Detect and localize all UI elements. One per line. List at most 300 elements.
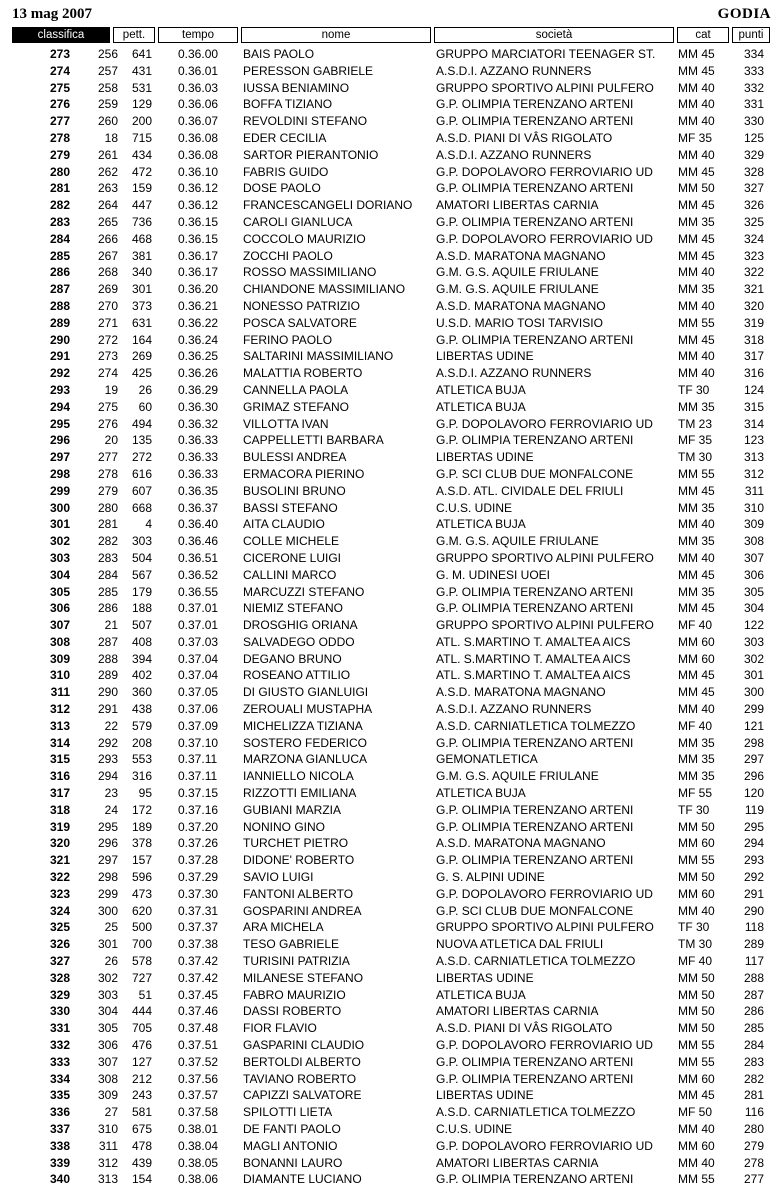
- table-row: [12, 785, 770, 802]
- cell-points: 318: [743, 332, 764, 347]
- cell-classifica: 279: [49, 147, 70, 162]
- cell-category-rank: 260: [97, 114, 118, 129]
- cell-classifica: 289: [49, 315, 70, 330]
- cell-category: MM 35: [678, 735, 715, 750]
- cell-classifica: 295: [49, 416, 70, 431]
- cell-category: MM 60: [678, 634, 715, 649]
- cell-category: TF 30: [678, 802, 710, 817]
- cell-points: 297: [743, 752, 764, 767]
- cell-classifica: 296: [49, 433, 70, 448]
- cell-classifica: 307: [49, 618, 70, 633]
- table-row: [12, 617, 770, 634]
- table-row: [12, 80, 770, 97]
- cell-category: MM 45: [678, 164, 715, 179]
- cell-classifica: 314: [49, 735, 70, 750]
- cell-category-rank: 278: [97, 466, 118, 481]
- table-row: [12, 1037, 770, 1054]
- cell-points: 124: [743, 382, 764, 397]
- cell-points: 296: [743, 769, 764, 784]
- cell-points: 283: [743, 1054, 764, 1069]
- cell-points: 330: [743, 114, 764, 129]
- cell-time: 0.37.56: [178, 1071, 219, 1086]
- cell-category: MM 35: [678, 534, 715, 549]
- cell-category: MF 50: [678, 1105, 713, 1120]
- cell-bib: 303: [131, 534, 152, 549]
- cell-club: G.P. DOPOLAVORO FERROVIARIO UD: [436, 886, 653, 901]
- cell-classifica: 281: [49, 181, 70, 196]
- cell-name: DEGANO BRUNO: [243, 651, 342, 666]
- cell-bib: 504: [131, 550, 152, 565]
- cell-bib: 272: [131, 450, 152, 465]
- table-row: [12, 919, 770, 936]
- cell-category: MM 45: [678, 483, 715, 498]
- cell-club: ATLETICA BUJA: [436, 517, 526, 532]
- table-row: [12, 466, 770, 483]
- table-row: [12, 718, 770, 735]
- cell-points: 317: [743, 349, 764, 364]
- cell-bib: 715: [131, 130, 152, 145]
- cell-bib: 641: [131, 47, 152, 61]
- cell-bib: 135: [131, 433, 152, 448]
- cell-points: 121: [743, 718, 764, 733]
- cell-club: G.M. G.S. AQUILE FRIULANE: [436, 265, 599, 280]
- cell-points: 328: [743, 164, 764, 179]
- cell-category-rank: 311: [98, 1138, 118, 1153]
- cell-club: G.P. DOPOLAVORO FERROVIARIO UD: [436, 164, 653, 179]
- cell-name: DI GIUSTO GIANLUIGI: [243, 685, 369, 700]
- cell-name: SALTARINI MASSIMILIANO: [243, 349, 394, 364]
- cell-bib: 95: [138, 786, 152, 801]
- cell-club: G.P. DOPOLAVORO FERROVIARIO UD: [436, 231, 653, 246]
- cell-club: G.M. G.S. AQUILE FRIULANE: [436, 282, 599, 297]
- cell-points: 282: [743, 1071, 764, 1086]
- cell-bib: 373: [131, 298, 152, 313]
- cell-classifica: 331: [49, 1021, 70, 1036]
- table-row: [12, 701, 770, 718]
- table-row: [12, 567, 770, 584]
- cell-category: MM 60: [678, 886, 715, 901]
- cell-category-rank: 26: [104, 954, 118, 969]
- cell-points: 306: [743, 567, 764, 582]
- cell-club: ATLETICA BUJA: [436, 786, 526, 801]
- cell-club: LIBERTAS UDINE: [436, 349, 534, 364]
- cell-classifica: 283: [49, 214, 70, 229]
- cell-classifica: 339: [49, 1155, 70, 1170]
- cell-bib: 212: [131, 1071, 152, 1086]
- cell-classifica: 302: [49, 534, 70, 549]
- cell-category: MM 40: [678, 349, 715, 364]
- cell-club: G. S. ALPINI UDINE: [436, 870, 545, 885]
- cell-time: 0.37.38: [178, 937, 219, 952]
- cell-time: 0.37.46: [178, 1004, 219, 1019]
- cell-club: A.S.D. CARNIATLETICA TOLMEZZO: [436, 1105, 636, 1120]
- cell-points: 308: [743, 534, 764, 549]
- cell-category: MM 45: [678, 231, 715, 246]
- cell-name: CHIANDONE MASSIMILIANO: [243, 282, 406, 297]
- cell-classifica: 319: [49, 819, 70, 834]
- cell-name: CALLINI MARCO: [243, 567, 337, 582]
- cell-club: A.S.D.I. AZZANO RUNNERS: [436, 147, 592, 162]
- cell-time: 0.37.01: [178, 618, 219, 633]
- cell-classifica: 299: [49, 483, 70, 498]
- cell-points: 324: [743, 231, 764, 246]
- col-header-nome: nome: [241, 27, 431, 43]
- cell-category: MM 60: [678, 1071, 715, 1086]
- cell-time: 0.36.52: [178, 567, 219, 582]
- cell-name: FABRIS GUIDO: [243, 164, 329, 179]
- cell-name: DE FANTI PAOLO: [243, 1122, 341, 1136]
- cell-club: C.U.S. UDINE: [436, 1122, 513, 1136]
- cell-bib: 596: [131, 870, 152, 885]
- cell-category: MM 50: [678, 1004, 715, 1019]
- cell-bib: 439: [131, 1155, 152, 1170]
- table-row: [12, 634, 770, 651]
- col-header-tempo: tempo: [158, 27, 238, 43]
- cell-club: G.P. DOPOLAVORO FERROVIARIO UD: [436, 1038, 653, 1053]
- cell-bib: 378: [131, 836, 152, 851]
- table-row: [12, 886, 770, 903]
- cell-name: FABRO MAURIZIO: [243, 987, 346, 1002]
- cell-category-rank: 257: [97, 63, 118, 78]
- cell-bib: 500: [131, 920, 152, 935]
- cell-club: A.S.D. MARATONA MAGNANO: [436, 248, 606, 263]
- cell-bib: 705: [131, 1021, 152, 1036]
- table-row: [12, 1071, 770, 1088]
- cell-category-rank: 279: [97, 483, 118, 498]
- cell-classifica: 325: [49, 920, 70, 935]
- cell-category-rank: 25: [104, 920, 118, 935]
- cell-category-rank: 290: [97, 685, 118, 700]
- cell-category: MM 60: [678, 651, 715, 666]
- cell-name: GASPARINI CLAUDIO: [243, 1038, 365, 1053]
- cell-points: 301: [743, 668, 764, 683]
- cell-category: MM 40: [678, 1155, 715, 1170]
- race-date: 13 mag 2007: [12, 6, 92, 22]
- cell-points: 320: [743, 298, 764, 313]
- cell-club: LIBERTAS UDINE: [436, 970, 534, 985]
- cell-bib: 26: [138, 382, 152, 397]
- cell-category: MM 50: [678, 1021, 715, 1036]
- cell-category: TM 30: [678, 937, 713, 952]
- cell-time: 0.37.58: [178, 1105, 219, 1120]
- cell-category-rank: 295: [97, 819, 118, 834]
- cell-bib: 129: [131, 97, 152, 112]
- race-location: GODIA: [717, 6, 771, 22]
- cell-category: MM 40: [678, 298, 715, 313]
- cell-bib: 434: [131, 147, 152, 162]
- cell-bib: 631: [131, 315, 152, 330]
- cell-category-rank: 294: [97, 769, 118, 784]
- cell-name: ZOCCHI PAOLO: [243, 248, 333, 263]
- table-row: [12, 1054, 770, 1071]
- cell-category-rank: 309: [97, 1088, 118, 1103]
- table-row: [12, 987, 770, 1004]
- cell-club: G.P. OLIMPIA TERENZANO ARTENI: [436, 819, 634, 834]
- cell-classifica: 321: [49, 853, 70, 868]
- table-row: [12, 600, 770, 617]
- table-row: [12, 348, 770, 365]
- cell-club: A.S.D. ATL. CIVIDALE DEL FRIULI: [436, 483, 624, 498]
- cell-category: MM 60: [678, 1138, 715, 1153]
- cell-points: 279: [743, 1138, 764, 1153]
- cell-name: SALVADEGO ODDO: [243, 634, 355, 649]
- cell-category-rank: 265: [97, 214, 118, 229]
- table-row: [12, 298, 770, 315]
- cell-name: MARCUZZI STEFANO: [243, 584, 365, 599]
- table-row: [12, 835, 770, 852]
- cell-category: MM 45: [678, 1088, 715, 1103]
- cell-classifica: 303: [49, 550, 70, 565]
- cell-category: MM 40: [678, 702, 715, 717]
- col-header-punti: punti: [732, 27, 770, 43]
- cell-bib: 360: [131, 685, 152, 700]
- cell-points: 333: [743, 63, 764, 78]
- cell-time: 0.37.51: [178, 1038, 219, 1053]
- cell-club: GRUPPO SPORTIVO ALPINI PULFERO: [436, 550, 654, 565]
- cell-points: 305: [743, 584, 764, 599]
- cell-time: 0.36.21: [178, 298, 219, 313]
- cell-category: MM 45: [678, 47, 715, 61]
- table-row: [12, 903, 770, 920]
- cell-name: SOSTERO FEDERICO: [243, 735, 368, 750]
- cell-points: 293: [743, 853, 764, 868]
- cell-classifica: 310: [49, 668, 70, 683]
- cell-club: G.P. OLIMPIA TERENZANO ARTENI: [436, 601, 634, 616]
- cell-bib: 243: [131, 1088, 152, 1103]
- table-row: [12, 735, 770, 752]
- table-row: [12, 231, 770, 248]
- cell-name: GUBIANI MARZIA: [243, 802, 342, 817]
- cell-category: MM 55: [678, 1038, 715, 1053]
- cell-category: MM 40: [678, 1122, 715, 1136]
- cell-time: 0.36.10: [178, 164, 219, 179]
- cell-name: IUSSA BENIAMINO: [243, 80, 350, 95]
- cell-name: TAVIANO ROBERTO: [243, 1071, 357, 1086]
- cell-name: ERMACORA PIERINO: [243, 466, 365, 481]
- table-row: [12, 1121, 770, 1138]
- cell-bib: 579: [131, 718, 152, 733]
- cell-points: 321: [743, 282, 764, 297]
- table-row: [12, 684, 770, 701]
- cell-time: 0.36.20: [178, 282, 219, 297]
- cell-classifica: 284: [49, 231, 70, 246]
- cell-classifica: 309: [49, 651, 70, 666]
- table-row: [12, 315, 770, 332]
- cell-category-rank: 312: [97, 1155, 118, 1170]
- cell-name: COCCOLO MAURIZIO: [243, 231, 366, 246]
- cell-time: 0.37.10: [178, 735, 219, 750]
- cell-points: 304: [743, 601, 764, 616]
- cell-club: ATLETICA BUJA: [436, 382, 526, 397]
- cell-name: BASSI STEFANO: [243, 500, 338, 515]
- cell-category-rank: 284: [97, 567, 118, 582]
- cell-time: 0.37.26: [178, 836, 219, 851]
- table-row: [12, 1087, 770, 1104]
- cell-points: 309: [743, 517, 764, 532]
- cell-club: A.S.D. MARATONA MAGNANO: [436, 685, 606, 700]
- cell-category-rank: 24: [104, 802, 118, 817]
- cell-category: MM 50: [678, 987, 715, 1002]
- cell-category-rank: 308: [97, 1071, 118, 1086]
- cell-classifica: 290: [49, 332, 70, 347]
- cell-bib: 208: [131, 735, 152, 750]
- cell-classifica: 333: [49, 1054, 70, 1069]
- table-row: [12, 382, 770, 399]
- table-row: [12, 416, 770, 433]
- cell-classifica: 274: [49, 63, 70, 78]
- table-row: [12, 365, 770, 382]
- cell-category: MM 40: [678, 97, 715, 112]
- cell-category: MM 40: [678, 366, 715, 381]
- cell-time: 0.36.03: [178, 80, 219, 95]
- cell-club: A.S.D.I. AZZANO RUNNERS: [436, 702, 592, 717]
- cell-category: MM 35: [678, 399, 715, 414]
- cell-category-rank: 299: [97, 886, 118, 901]
- cell-time: 0.37.09: [178, 718, 219, 733]
- cell-points: 125: [743, 130, 764, 145]
- cell-time: 0.37.48: [178, 1021, 219, 1036]
- table-row: [12, 113, 770, 130]
- cell-classifica: 278: [49, 130, 70, 145]
- cell-category: MM 40: [678, 147, 715, 162]
- cell-category: MF 35: [678, 130, 713, 145]
- cell-bib: 157: [131, 853, 152, 868]
- cell-bib: 473: [131, 886, 152, 901]
- cell-club: A.S.D. CARNIATLETICA TOLMEZZO: [436, 954, 636, 969]
- cell-club: AMATORI LIBERTAS CARNIA: [436, 1155, 599, 1170]
- cell-category: TF 30: [678, 920, 710, 935]
- cell-classifica: 322: [49, 870, 70, 885]
- cell-time: 0.36.32: [178, 416, 219, 431]
- cell-category-rank: 20: [104, 433, 118, 448]
- cell-time: 0.37.45: [178, 987, 219, 1002]
- cell-time: 0.37.30: [178, 886, 219, 901]
- cell-bib: 444: [131, 1004, 152, 1019]
- table-row: [12, 164, 770, 181]
- cell-points: 313: [743, 450, 764, 465]
- cell-classifica: 318: [49, 802, 70, 817]
- cell-points: 316: [743, 366, 764, 381]
- cell-name: FANTONI ALBERTO: [243, 886, 354, 901]
- cell-classifica: 335: [49, 1088, 70, 1103]
- cell-category: MM 60: [678, 836, 715, 851]
- cell-classifica: 287: [49, 282, 70, 297]
- cell-category-rank: 304: [97, 1004, 118, 1019]
- cell-club: GRUPPO MARCIATORI TEENAGER ST.: [436, 47, 656, 61]
- table-row: [12, 197, 770, 214]
- cell-name: GOSPARINI ANDREA: [243, 903, 362, 918]
- cell-category-rank: 302: [97, 970, 118, 985]
- cell-club: A.S.D. PIANI DI VÂS RIGOLATO: [436, 130, 613, 145]
- table-row: [12, 63, 770, 80]
- cell-category-rank: 310: [97, 1122, 118, 1136]
- cell-classifica: 330: [49, 1004, 70, 1019]
- cell-category: MM 45: [678, 248, 715, 263]
- cell-name: AITA CLAUDIO: [243, 517, 325, 532]
- cell-club: G.P. OLIMPIA TERENZANO ARTENI: [436, 735, 634, 750]
- table-row: [12, 768, 770, 785]
- cell-category: MM 55: [678, 315, 715, 330]
- cell-club: G.P. OLIMPIA TERENZANO ARTENI: [436, 1172, 634, 1187]
- table-row: [12, 1104, 770, 1121]
- cell-name: DROSGHIG ORIANA: [243, 618, 358, 633]
- cell-points: 323: [743, 248, 764, 263]
- cell-name: MARZONA GIANLUCA: [243, 752, 368, 767]
- cell-club: AMATORI LIBERTAS CARNIA: [436, 198, 599, 213]
- cell-club: GRUPPO SPORTIVO ALPINI PULFERO: [436, 920, 654, 935]
- cell-points: 303: [743, 634, 764, 649]
- cell-category: MM 50: [678, 970, 715, 985]
- col-header-pett: pett.: [113, 27, 155, 43]
- cell-points: 300: [743, 685, 764, 700]
- cell-category-rank: 282: [97, 534, 118, 549]
- cell-time: 0.37.52: [178, 1054, 219, 1069]
- cell-classifica: 304: [49, 567, 70, 582]
- cell-category-rank: 269: [97, 282, 118, 297]
- cell-points: 326: [743, 198, 764, 213]
- cell-points: 314: [743, 416, 764, 431]
- cell-name: SAVIO LUIGI: [243, 870, 314, 885]
- cell-club: U.S.D. MARIO TOSI TARVISIO: [436, 315, 603, 330]
- cell-category-rank: 292: [97, 735, 118, 750]
- cell-points: 290: [743, 903, 764, 918]
- cell-classifica: 337: [49, 1122, 70, 1136]
- cell-bib: 607: [131, 483, 152, 498]
- cell-category: MM 55: [678, 853, 715, 868]
- cell-time: 0.36.08: [178, 147, 219, 162]
- cell-name: REVOLDINI STEFANO: [243, 114, 368, 129]
- cell-category-rank: 288: [97, 651, 118, 666]
- cell-category-rank: 289: [97, 668, 118, 683]
- cell-name: SARTOR PIERANTONIO: [243, 147, 379, 162]
- cell-club: G.P. DOPOLAVORO FERROVIARIO UD: [436, 416, 653, 431]
- cell-category: MF 55: [678, 786, 713, 801]
- cell-name: CAPIZZI SALVATORE: [243, 1088, 362, 1103]
- cell-bib: 340: [131, 265, 152, 280]
- cell-bib: 578: [131, 954, 152, 969]
- cell-bib: 494: [131, 416, 152, 431]
- cell-name: BAIS PAOLO: [243, 47, 315, 61]
- cell-points: 334: [743, 47, 764, 61]
- cell-category-rank: 256: [97, 47, 118, 61]
- cell-name: CAROLI GIANLUCA: [243, 214, 353, 229]
- cell-category: MM 45: [678, 601, 715, 616]
- cell-club: A.S.D.I. AZZANO RUNNERS: [436, 366, 592, 381]
- cell-name: CICERONE LUIGI: [243, 550, 342, 565]
- table-row: [12, 953, 770, 970]
- table-row: [12, 1171, 770, 1188]
- table-row: [12, 214, 770, 231]
- cell-points: 118: [744, 920, 764, 935]
- cell-category: MM 55: [678, 466, 715, 481]
- cell-category-rank: 262: [97, 164, 118, 179]
- cell-bib: 553: [131, 752, 152, 767]
- cell-bib: 269: [131, 349, 152, 364]
- cell-category-rank: 273: [97, 349, 118, 364]
- cell-club: G.P. OLIMPIA TERENZANO ARTENI: [436, 214, 634, 229]
- cell-points: 285: [743, 1021, 764, 1036]
- cell-category-rank: 27: [104, 1105, 118, 1120]
- cell-time: 0.36.06: [178, 97, 219, 112]
- cell-category-rank: 23: [104, 786, 118, 801]
- cell-time: 0.36.00: [178, 47, 219, 61]
- cell-classifica: 285: [49, 248, 70, 263]
- cell-category: MM 45: [678, 198, 715, 213]
- cell-club: G.P. OLIMPIA TERENZANO ARTENI: [436, 332, 634, 347]
- cell-name: BERTOLDI ALBERTO: [243, 1054, 361, 1069]
- cell-name: TESO GABRIELE: [243, 937, 340, 952]
- cell-club: G.P. DOPOLAVORO FERROVIARIO UD: [436, 1138, 653, 1153]
